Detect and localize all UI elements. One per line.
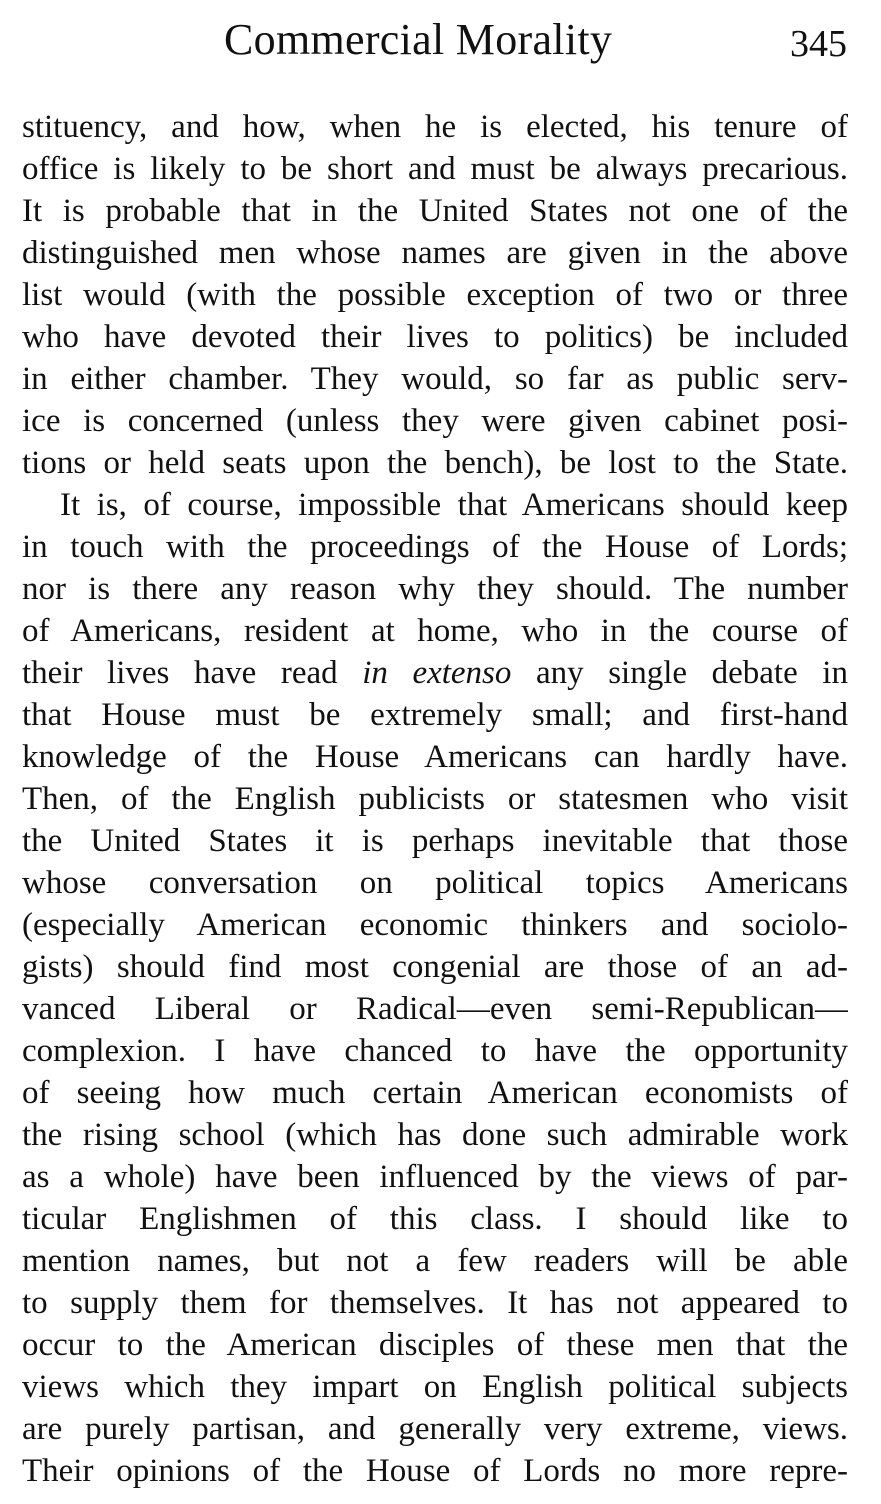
text-line: office is likely to be short and must be always precarious. [22, 151, 848, 187]
text-line: Their opinions of the House of Lords no more repre- [22, 1453, 848, 1489]
text-line: tions or held seats upon the bench), be lost to the State. [22, 445, 848, 481]
page-number: 345 [790, 23, 847, 65]
text-line: distinguished men whose names are given in the above [22, 235, 848, 271]
text-line: (especially American economic thinkers and sociolo- [22, 907, 848, 943]
text-segment: any single debate in [511, 655, 848, 691]
text-line: vanced Liberal or Radical—even semi-Republican— [22, 991, 848, 1027]
text-line: gists) should find most congenial are those of an ad- [22, 949, 848, 985]
text-line: who have devoted their lives to politics) be included [22, 319, 848, 355]
text-line [22, 652, 848, 694]
text-line: whose conversation on political topics Americans [22, 865, 848, 901]
text-line: It is, of course, impossible that Americans should keep [60, 487, 848, 523]
text-line: stituency, and how, when he is elected, his tenure of [22, 109, 848, 145]
text-line: of seeing how much certain American economists of [22, 1075, 848, 1111]
running-head [0, 14, 881, 66]
text-line: occur to the American disciples of these men that the [22, 1327, 848, 1363]
text-line: nor is there any reason why they should. The number [22, 571, 848, 607]
text-line: ticular Englishmen of this class. I should like to [22, 1201, 848, 1237]
text-line: to supply them for themselves. It has not appeared to [22, 1285, 848, 1321]
text-line: ice is concerned (unless they were given cabinet posi- [22, 403, 848, 439]
text-line: the rising school (which has done such admirable work [22, 1117, 848, 1153]
text-line: It is probable that in the United States not one of the [22, 193, 848, 229]
text-line: list would (with the possible exception of two or three [22, 277, 848, 313]
text-line: in either chamber. They would, so far as public serv- [22, 361, 848, 397]
text-line: Then, of the English publicists or statesmen who visit [22, 781, 848, 817]
text-line: the United States it is perhaps inevitable that those [22, 823, 848, 859]
text-line: as a whole) have been influenced by the views of par- [22, 1159, 848, 1195]
text-line: views which they impart on English political subjects [22, 1369, 848, 1405]
italic-phrase: in extenso [362, 655, 512, 691]
text-line: mention names, but not a few readers will be able [22, 1243, 848, 1279]
text-line: of Americans, resident at home, who in the course of [22, 613, 848, 649]
text-line: are purely partisan, and generally very extreme, views. [22, 1411, 848, 1447]
text-line: in touch with the proceedings of the House of Lords; [22, 529, 848, 565]
text-line: knowledge of the House Americans can hardly have. [22, 739, 848, 775]
body-text [22, 106, 848, 1492]
text-line: complexion. I have chanced to have the opportunity [22, 1033, 848, 1069]
text-line: that House must be extremely small; and first-hand [22, 697, 848, 733]
text-segment: their lives have read [22, 655, 363, 691]
running-title: Commercial Morality [224, 15, 613, 64]
